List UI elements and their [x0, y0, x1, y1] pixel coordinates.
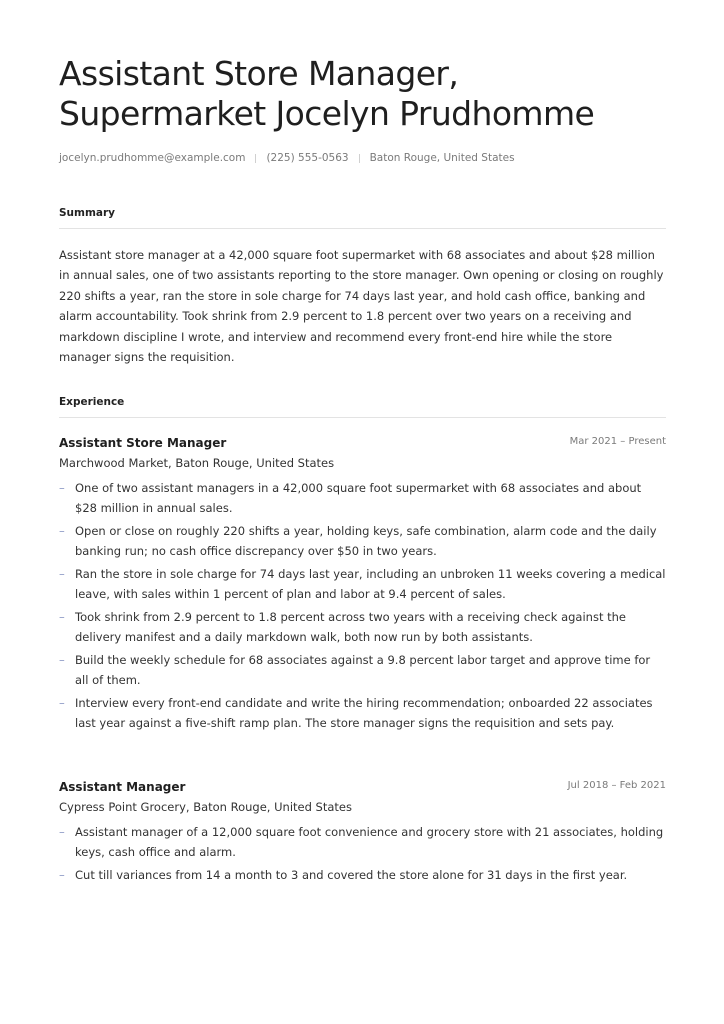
job-company: Marchwood Market, Baton Rouge, United States: [59, 456, 335, 470]
summary-section-title: Summary: [59, 207, 666, 229]
bullet-dash: –: [59, 610, 65, 624]
job-bullet-text: Took shrink from 2.9 percent to 1.8 percent across two years with a receiving check against the delivery manifest and a daily markdown walk, both now run by both assistants.: [75, 610, 626, 644]
bullet-dash: –: [59, 653, 65, 667]
job-bullet: [59, 479, 666, 518]
bullet-dash: –: [59, 868, 65, 882]
job-bullet-text: One of two assistant managers in a 42,000 square foot supermarket with 68 associates and about $28 million in annual sales.: [75, 481, 642, 515]
bullet-dash: –: [59, 696, 65, 710]
job-header: [59, 776, 666, 796]
job-bullet-list: [59, 479, 666, 733]
job-bullet-text: Cut till variances from 14 a month to 3 and covered the store alone for 31 days in the first year.: [75, 868, 628, 882]
job-bullet-list: [59, 823, 666, 886]
contact-divider: [359, 154, 360, 163]
job-bullet-text: Ran the store in sole charge for 74 days last year, including an unbroken 11 weeks covering a medical leave, with sales within 1 percent of plan and labor at 9.4 percent of sales.: [75, 567, 666, 601]
resume-name-heading: Assistant Store Manager, Supermarket Jocelyn Prudhomme: [59, 54, 595, 133]
job-title: Assistant Store Manager: [59, 436, 227, 450]
job-entry: [59, 432, 666, 737]
job-bullet: [59, 565, 666, 604]
job-bullet: [59, 608, 666, 647]
contact-divider: [255, 154, 256, 163]
bullet-dash: –: [59, 524, 65, 538]
bullet-dash: –: [59, 567, 65, 581]
job-dates: Jul 2018 – Feb 2021: [567, 780, 666, 791]
job-bullet-text: Assistant manager of a 12,000 square foot convenience and grocery store with 21 associates, holding keys, cash office and alarm.: [75, 825, 664, 859]
summary-paragraph: Assistant store manager at a 42,000 square foot supermarket with 68 associates and about $28 million in annual sales, one of two assistants reporting to the store manager. Own opening or closing on roughly 220 shifts a year, ran the store in sole charge for 74 days last year, and hold cash office, banking and alarm accountability. Took shrink from 2.9 percent to 1.8 percent over two years on a receiving and markdown discipline I wrote, and interview and recommend every front-end hire while the store manager signs the requisition.: [59, 248, 664, 365]
job-bullet: [59, 866, 666, 886]
job-bullet-text: Build the weekly schedule for 68 associates against a 9.8 percent labor target and approve time for all of them.: [75, 653, 651, 687]
job-bullet: [59, 694, 666, 733]
contact-line: [59, 152, 666, 164]
job-bullet-text: Open or close on roughly 220 shifts a year, holding keys, safe combination, alarm code and the daily banking run; no cash office discrepancy over $50 in two years.: [75, 524, 657, 558]
contact-location: Baton Rouge, United States: [369, 152, 515, 164]
job-company: Cypress Point Grocery, Baton Rouge, United States: [59, 800, 352, 814]
job-header: [59, 432, 666, 452]
bullet-dash: –: [59, 481, 65, 495]
job-bullet-text: Interview every front-end candidate and write the hiring recommendation; onboarded 22 associates last year against a five-shift ramp plan. The store manager signs the requisition and sets pay.: [75, 696, 653, 730]
job-dates: Mar 2021 – Present: [569, 436, 666, 447]
bullet-dash: –: [59, 825, 65, 839]
job-entry: [59, 776, 666, 890]
job-title: Assistant Manager: [59, 780, 186, 794]
job-bullet: [59, 823, 666, 862]
job-bullet: [59, 651, 666, 690]
experience-section-title: Experience: [59, 396, 666, 418]
contact-phone[interactable]: (225) 555-0563: [266, 152, 349, 164]
job-bullet: [59, 522, 666, 561]
contact-email[interactable]: jocelyn.prudhomme@example.com: [59, 152, 246, 164]
